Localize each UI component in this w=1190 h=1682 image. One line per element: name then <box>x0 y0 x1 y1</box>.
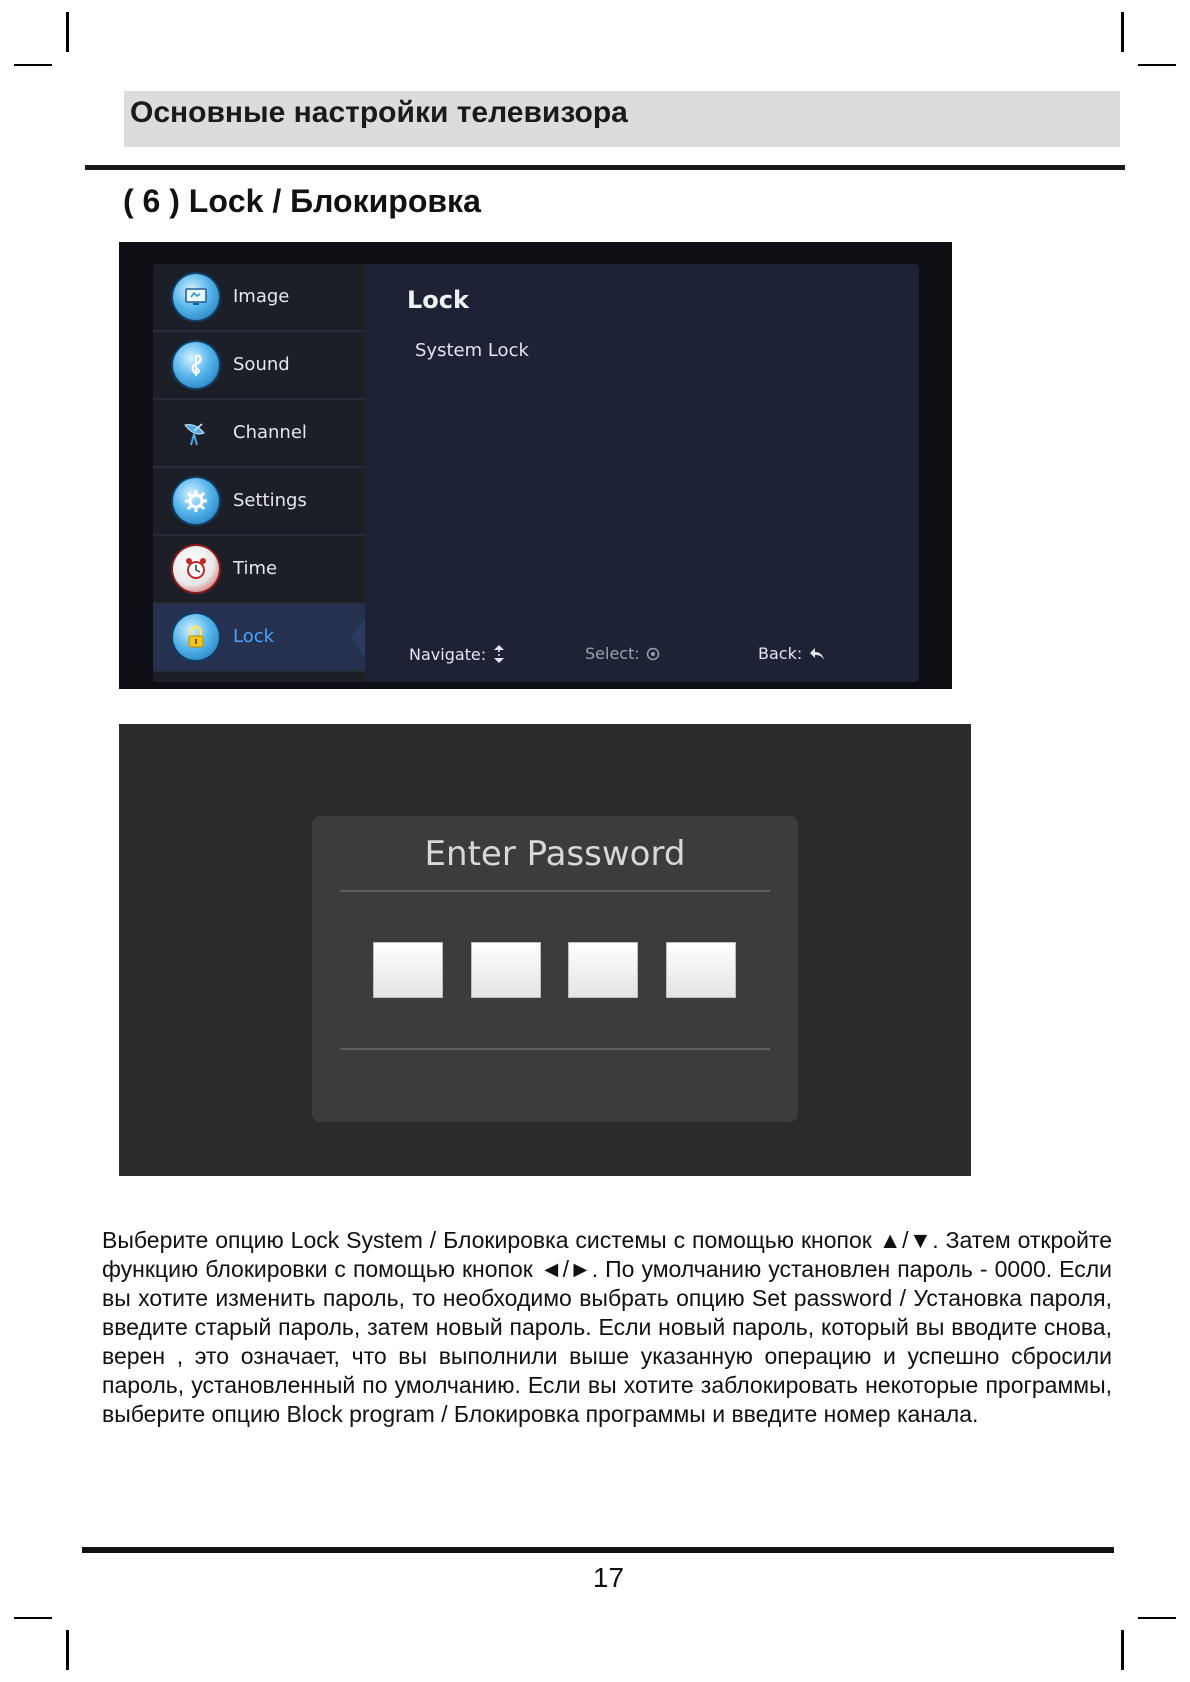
crop-mark <box>66 1630 69 1670</box>
gear-icon <box>173 478 219 524</box>
select-hint-label: Select: <box>585 644 640 663</box>
footer-divider <box>82 1547 1114 1553</box>
sidebar-item-settings[interactable] <box>153 468 365 536</box>
sidebar-item-image[interactable] <box>153 264 365 332</box>
navigate-hint-label: Navigate: <box>409 644 487 664</box>
sidebar-item-time[interactable] <box>153 536 365 604</box>
sidebar-item-label: Lock <box>233 626 275 647</box>
crop-mark <box>1121 1630 1124 1670</box>
tv-menu-window <box>153 264 919 682</box>
padlock-icon <box>173 614 219 660</box>
crop-mark <box>1138 64 1176 66</box>
back-hint <box>758 644 826 663</box>
crop-mark <box>1121 12 1124 52</box>
password-digit-1[interactable] <box>373 942 443 998</box>
header-divider <box>85 165 1125 170</box>
panel-title: Lock <box>407 286 469 314</box>
select-hint <box>585 644 660 663</box>
system-lock-option[interactable]: System Lock <box>415 340 529 361</box>
back-hint-label: Back: <box>758 644 803 663</box>
crop-mark <box>66 12 69 52</box>
lock-panel <box>365 264 919 682</box>
sidebar-item-label: Image <box>233 286 290 307</box>
navigate-hint <box>409 644 506 664</box>
sidebar-item-label: Sound <box>233 354 290 375</box>
ok-button-icon <box>646 647 660 661</box>
sidebar-item-label: Time <box>233 558 278 579</box>
dialog-divider <box>340 890 770 892</box>
password-digit-4[interactable] <box>666 942 736 998</box>
dialog-divider <box>340 1048 770 1050</box>
sidebar-item-lock[interactable] <box>153 604 365 672</box>
sidebar-item-label: Channel <box>233 422 307 443</box>
password-screenshot <box>119 724 971 1176</box>
password-dialog-title: Enter Password <box>424 834 686 874</box>
music-note-icon <box>173 342 219 388</box>
password-digit-2[interactable] <box>471 942 541 998</box>
sidebar-item-sound[interactable] <box>153 332 365 400</box>
satellite-dish-icon <box>173 410 219 456</box>
sidebar-item-label: Settings <box>233 490 307 511</box>
instruction-paragraph: Выберите опцию Lock System / Блокировка системы с помощью кнопок ▲/▼. Затем откройте функцию блокировки с помощью кнопок ◄/►. По умолчанию установлен пароль - 0000. Если вы хотите изменить пароль, то необходимо выбрать опцию Set password / Установка пароля, введите старый пароль, затем новый пароль. Если новый пароль, который вы вводите снова, верен , это означает, что вы выполнили выше указанную операцию и успешно сбросили пароль, установленный по умолчанию. Если вы хотите заблокировать некоторые программы, выберите опцию Block program / Блокировка программы и введите номер канала. <box>102 1227 1112 1427</box>
monitor-icon <box>173 274 219 320</box>
section-title: ( 6 ) Lock / Блокировка <box>123 183 481 219</box>
password-digit-3[interactable] <box>568 942 638 998</box>
tv-menu-screenshot <box>119 242 952 689</box>
alarm-clock-icon <box>173 546 219 592</box>
crop-mark <box>14 64 52 66</box>
tv-menu-sidebar <box>153 264 365 682</box>
page-header-title: Основные настройки телевизора <box>130 96 628 129</box>
back-arrow-icon <box>808 646 826 662</box>
password-dialog <box>312 816 798 1122</box>
page-number: 17 <box>592 1562 625 1593</box>
crop-mark <box>14 1617 52 1619</box>
up-down-arrows-icon <box>492 644 506 664</box>
crop-mark <box>1138 1617 1176 1619</box>
sidebar-item-channel[interactable] <box>153 400 365 468</box>
